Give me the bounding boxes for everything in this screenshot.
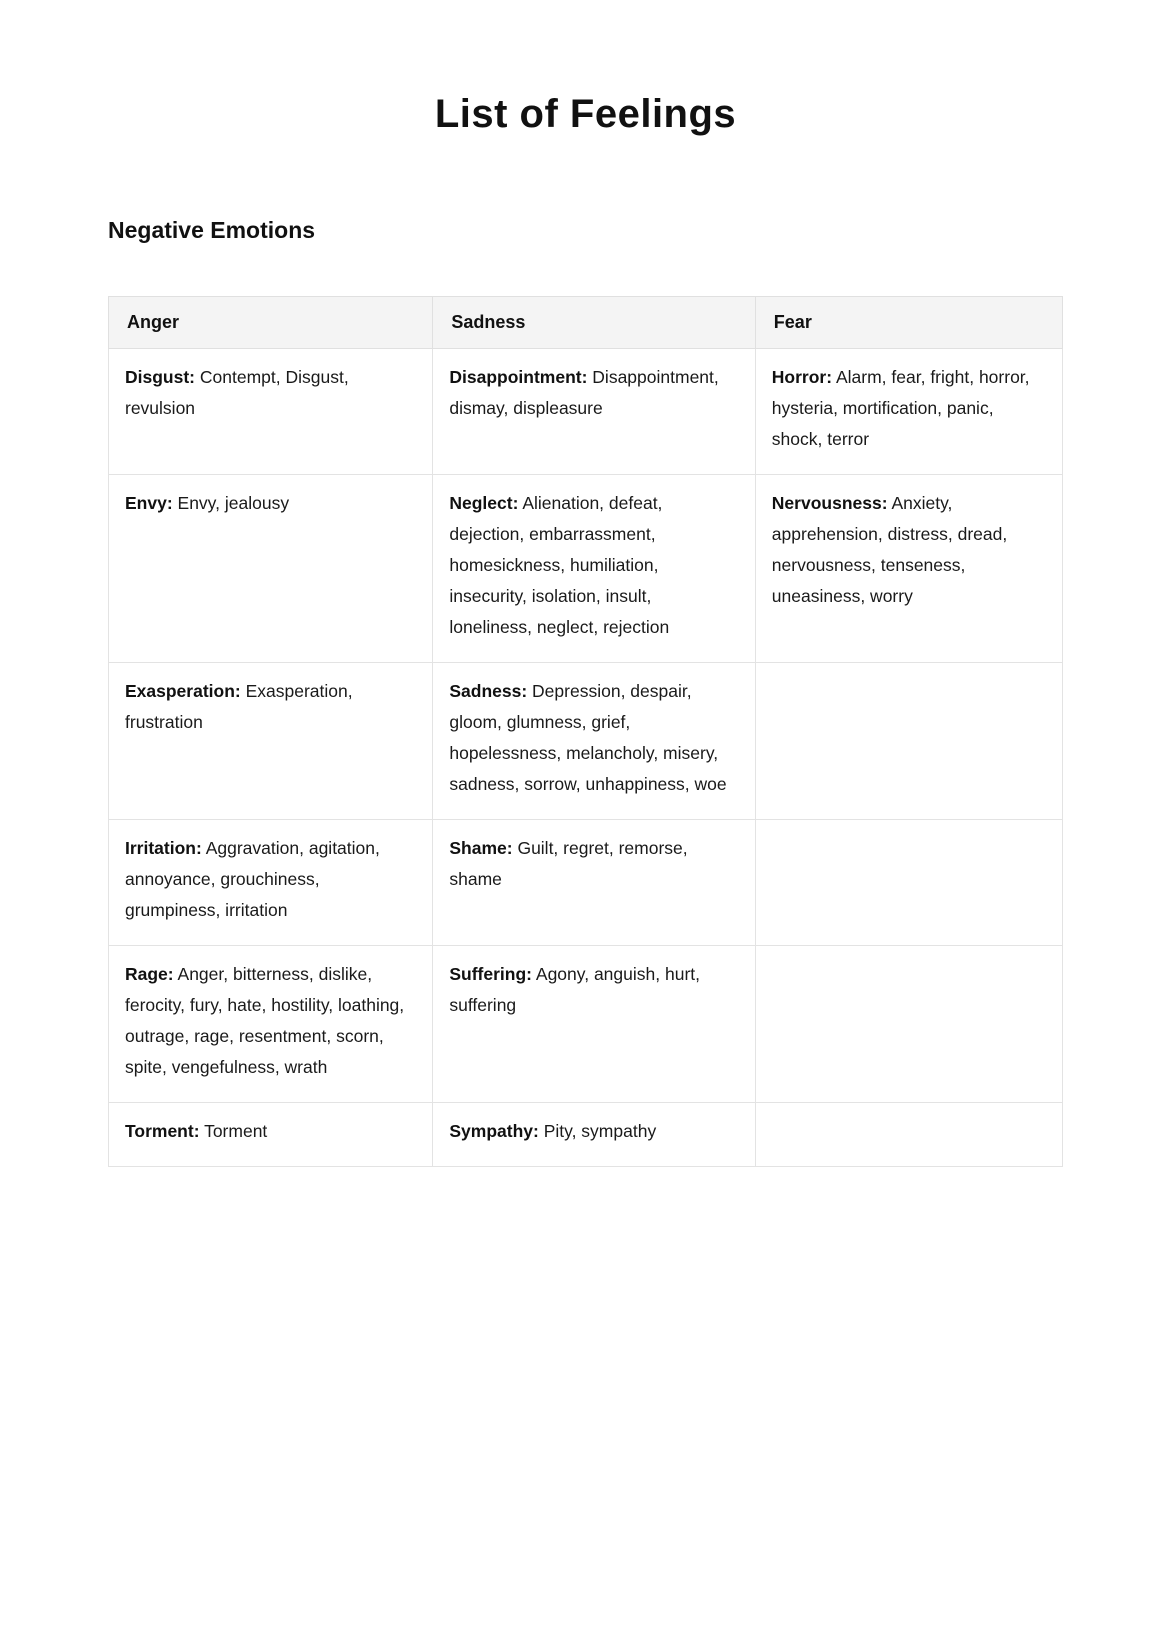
feeling-category-label: Envy: <box>125 493 173 513</box>
column-header-sadness: Sadness <box>433 297 755 349</box>
table-row <box>109 946 1063 1103</box>
table-row <box>109 475 1063 663</box>
feeling-words: Aggravation, agitation, annoyance, grouchiness, grumpiness, irritation <box>125 838 380 920</box>
feelings-table <box>108 296 1063 1167</box>
table-row <box>109 349 1063 475</box>
feeling-words: Contempt, Disgust, revulsion <box>125 367 349 418</box>
cell-fear-empty <box>755 1103 1062 1167</box>
page-title: List of Feelings <box>434 92 737 136</box>
cell-anger-exasperation <box>109 663 433 820</box>
section-heading-negative-emotions: Negative Emotions <box>108 217 316 243</box>
feeling-category-label: Shame: <box>449 838 513 858</box>
document-page <box>108 0 1063 1167</box>
feeling-category-label: Nervousness: <box>771 493 888 513</box>
cell-sadness-disappointment <box>433 349 755 475</box>
feeling-words: Agony, anguish, hurt, suffering <box>449 964 700 1015</box>
cell-fear-empty <box>755 946 1062 1103</box>
cell-sadness-sadness <box>433 663 755 820</box>
feeling-words: Alienation, defeat, dejection, embarrassment, homesickness, humiliation, insecurity, isolation, insult, loneliness, neglect, rejection <box>449 493 670 637</box>
feeling-category-label: Neglect: <box>449 493 519 513</box>
cell-fear-nervousness <box>755 475 1062 663</box>
feeling-category-label: Disgust: <box>125 367 195 387</box>
cell-anger-irritation <box>109 820 433 946</box>
table-row <box>109 663 1063 820</box>
feeling-words: Anger, bitterness, dislike, ferocity, fury, hate, hostility, loathing, outrage, rage, resentment, scorn, spite, vengefulness, wrath <box>125 964 405 1077</box>
cell-sadness-neglect <box>433 475 755 663</box>
feeling-category-label: Torment: <box>125 1121 200 1141</box>
column-header-fear: Fear <box>755 297 1062 349</box>
cell-sadness-suffering <box>433 946 755 1103</box>
feeling-words: Disappointment, dismay, displeasure <box>449 367 719 418</box>
feeling-words: Torment <box>204 1121 268 1141</box>
feeling-words: Envy, jealousy <box>177 493 290 513</box>
cell-sadness-shame <box>433 820 755 946</box>
column-header-anger: Anger <box>109 297 433 349</box>
cell-fear-empty <box>755 663 1062 820</box>
table-row <box>109 1103 1063 1167</box>
feeling-category-label: Horror: <box>771 367 833 387</box>
cell-anger-rage <box>109 946 433 1103</box>
feeling-category-label: Rage: <box>125 964 174 984</box>
feeling-category-label: Disappointment: <box>449 367 588 387</box>
cell-anger-envy <box>109 475 433 663</box>
feeling-words: Anxiety, apprehension, distress, dread, nervousness, tenseness, uneasiness, worry <box>771 493 1008 606</box>
cell-fear-horror <box>755 349 1062 475</box>
table-header-row <box>109 297 1063 349</box>
feeling-words: Alarm, fear, fright, horror, hysteria, mortification, panic, shock, terror <box>771 367 1030 449</box>
cell-sadness-sympathy <box>433 1103 755 1167</box>
cell-anger-disgust <box>109 349 433 475</box>
cell-anger-torment <box>109 1103 433 1167</box>
feeling-category-label: Exasperation: <box>125 681 241 701</box>
feeling-category-label: Suffering: <box>449 964 532 984</box>
feeling-category-label: Irritation: <box>125 838 202 858</box>
feeling-words: Pity, sympathy <box>543 1121 657 1141</box>
feeling-words: Depression, despair, gloom, glumness, grief, hopelessness, melancholy, misery, sadness, sorrow, unhappiness, woe <box>449 681 727 794</box>
feeling-words: Exasperation, frustration <box>125 681 353 732</box>
feeling-category-label: Sadness: <box>449 681 528 701</box>
table-row <box>109 820 1063 946</box>
cell-fear-empty <box>755 820 1062 946</box>
feeling-words: Guilt, regret, remorse, shame <box>449 838 688 889</box>
feeling-category-label: Sympathy: <box>449 1121 539 1141</box>
